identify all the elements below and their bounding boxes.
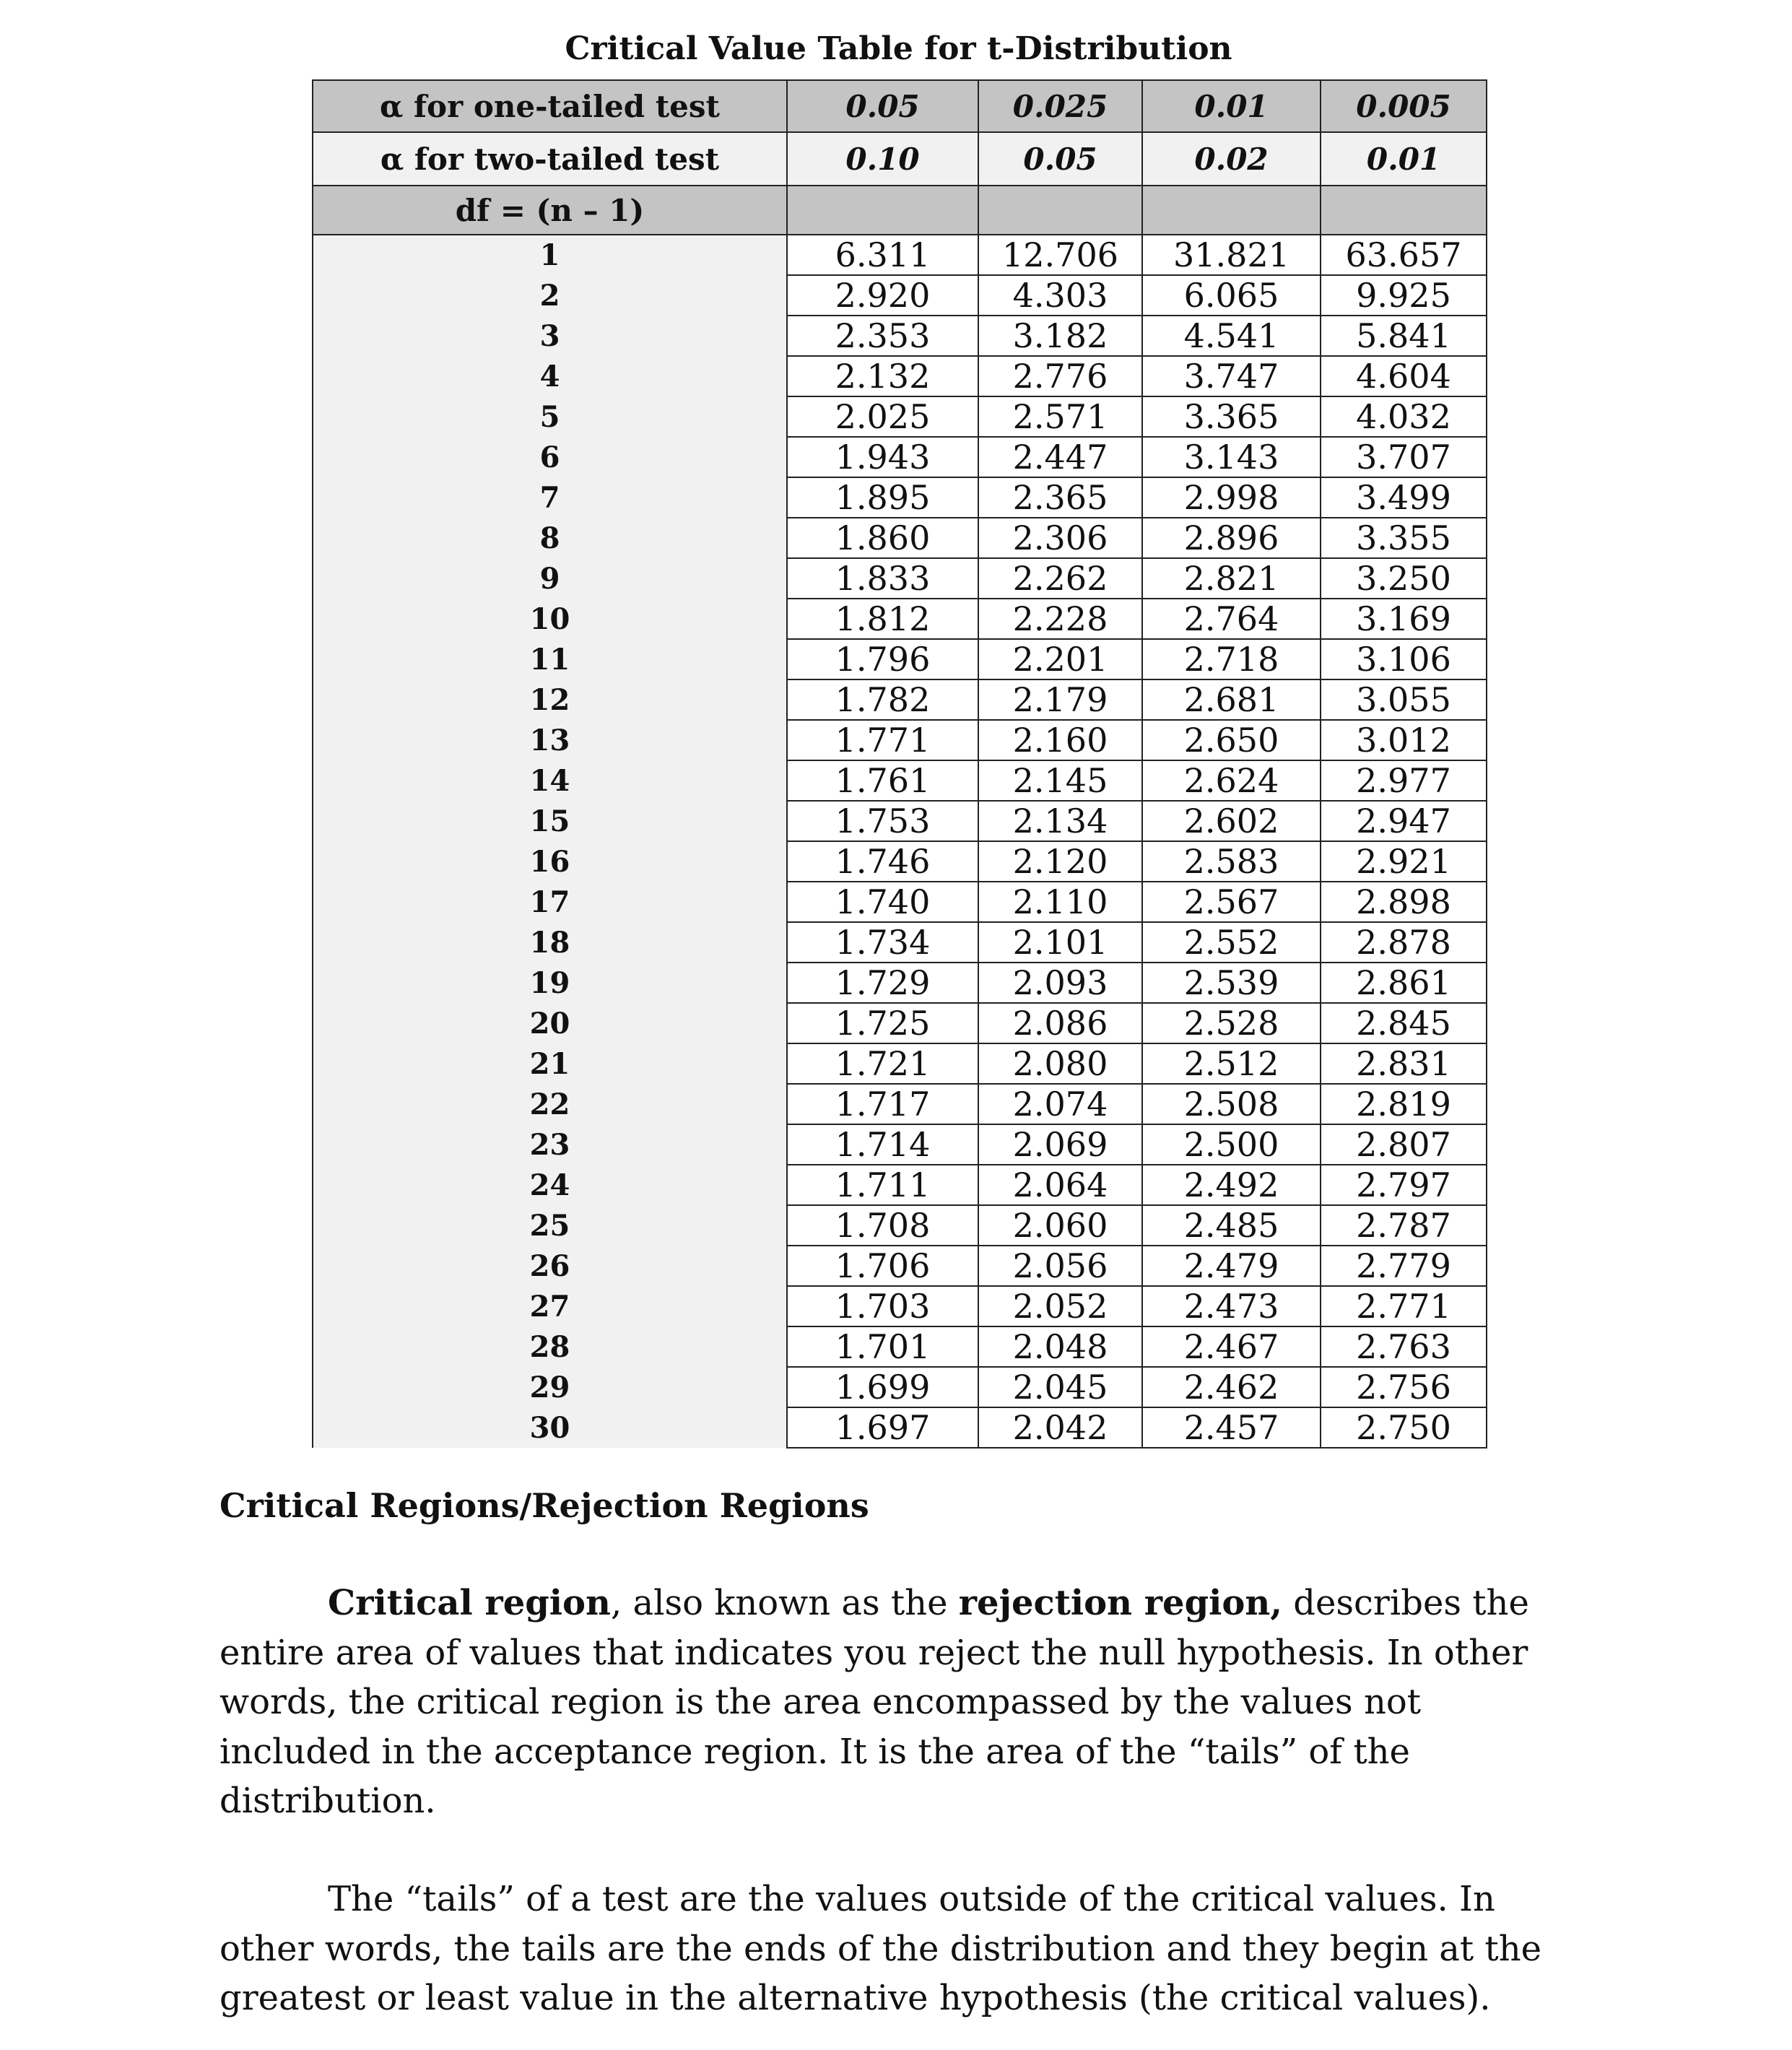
df-cell: 8 — [313, 518, 787, 558]
critical-value-cell: 2.080 — [978, 1043, 1142, 1084]
critical-value-cell: 2.567 — [1142, 882, 1321, 922]
table-row — [313, 720, 1487, 760]
table-row — [313, 1003, 1487, 1043]
critical-value-cell: 2.947 — [1321, 801, 1487, 841]
critical-value-cell: 6.065 — [1142, 275, 1321, 316]
critical-value-cell: 1.734 — [787, 922, 978, 963]
critical-value-cell: 2.093 — [978, 963, 1142, 1003]
critical-value-cell: 2.101 — [978, 922, 1142, 963]
critical-value-cell: 1.699 — [787, 1367, 978, 1407]
critical-value-cell: 3.106 — [1321, 639, 1487, 679]
table-row — [313, 841, 1487, 882]
critical-value-cell: 2.552 — [1142, 922, 1321, 963]
table-row — [313, 882, 1487, 922]
critical-value-cell: 2.845 — [1321, 1003, 1487, 1043]
df-cell: 30 — [313, 1407, 787, 1448]
two-tailed-header-row — [313, 132, 1487, 186]
df-cell: 13 — [313, 720, 787, 760]
critical-value-cell: 2.485 — [1142, 1205, 1321, 1246]
critical-value-cell: 3.365 — [1142, 396, 1321, 437]
df-cell: 4 — [313, 356, 787, 396]
critical-value-cell: 3.055 — [1321, 679, 1487, 720]
critical-value-cell: 2.467 — [1142, 1326, 1321, 1367]
critical-value-cell: 1.753 — [787, 801, 978, 841]
critical-value-cell: 1.697 — [787, 1407, 978, 1448]
critical-value-cell: 2.132 — [787, 356, 978, 396]
critical-value-cell: 4.303 — [978, 275, 1142, 316]
empty-cell — [1321, 186, 1487, 235]
df-cell: 9 — [313, 558, 787, 599]
df-cell: 1 — [313, 235, 787, 275]
critical-value-cell: 3.143 — [1142, 437, 1321, 477]
df-header-row — [313, 186, 1487, 235]
critical-value-cell: 2.365 — [978, 477, 1142, 518]
critical-value-cell: 2.492 — [1142, 1165, 1321, 1205]
alpha-two-tailed: 0.05 — [978, 132, 1142, 186]
table-row — [313, 679, 1487, 720]
one-tailed-label: α for one-tailed test — [313, 80, 787, 132]
critical-value-cell: 1.771 — [787, 720, 978, 760]
critical-value-cell: 2.160 — [978, 720, 1142, 760]
table-row — [313, 1367, 1487, 1407]
critical-value-cell: 2.120 — [978, 841, 1142, 882]
critical-value-cell: 2.447 — [978, 437, 1142, 477]
section-heading: Critical Regions/Rejection Regions — [219, 1486, 869, 1525]
table-row — [313, 275, 1487, 316]
critical-value-cell: 2.787 — [1321, 1205, 1487, 1246]
df-cell: 7 — [313, 477, 787, 518]
critical-value-cell: 2.462 — [1142, 1367, 1321, 1407]
critical-value-cell: 2.571 — [978, 396, 1142, 437]
critical-value-cell: 4.604 — [1321, 356, 1487, 396]
table-row — [313, 1246, 1487, 1286]
critical-value-cell: 2.750 — [1321, 1407, 1487, 1448]
critical-value-cell: 1.711 — [787, 1165, 978, 1205]
critical-value-cell: 2.539 — [1142, 963, 1321, 1003]
df-cell: 28 — [313, 1326, 787, 1367]
one-tailed-header-row — [313, 80, 1487, 132]
critical-value-cell: 2.086 — [978, 1003, 1142, 1043]
critical-value-cell: 4.541 — [1142, 316, 1321, 356]
critical-value-cell: 2.042 — [978, 1407, 1142, 1448]
critical-value-cell: 2.134 — [978, 801, 1142, 841]
critical-value-cell: 2.898 — [1321, 882, 1487, 922]
df-label: df = (n – 1) — [313, 186, 787, 235]
critical-value-cell: 1.708 — [787, 1205, 978, 1246]
critical-value-cell: 1.714 — [787, 1124, 978, 1165]
critical-value-cell: 2.797 — [1321, 1165, 1487, 1205]
critical-value-cell: 1.701 — [787, 1326, 978, 1367]
table-row — [313, 235, 1487, 275]
critical-value-cell: 1.721 — [787, 1043, 978, 1084]
critical-value-cell: 2.110 — [978, 882, 1142, 922]
table-row — [313, 558, 1487, 599]
df-cell: 6 — [313, 437, 787, 477]
critical-value-cell: 2.048 — [978, 1326, 1142, 1367]
critical-value-cell: 2.819 — [1321, 1084, 1487, 1124]
df-cell: 27 — [313, 1286, 787, 1326]
table-row — [313, 356, 1487, 396]
critical-value-cell: 2.056 — [978, 1246, 1142, 1286]
df-cell: 10 — [313, 599, 787, 639]
critical-value-cell: 1.796 — [787, 639, 978, 679]
table-row — [313, 477, 1487, 518]
critical-value-cell: 2.779 — [1321, 1246, 1487, 1286]
table-row — [313, 1084, 1487, 1124]
t-distribution-table — [312, 79, 1487, 1449]
critical-value-cell: 2.145 — [978, 760, 1142, 801]
critical-value-cell: 2.064 — [978, 1165, 1142, 1205]
critical-value-cell: 2.977 — [1321, 760, 1487, 801]
empty-cell — [978, 186, 1142, 235]
df-cell: 21 — [313, 1043, 787, 1084]
alpha-one-tailed: 0.05 — [787, 80, 978, 132]
table-row — [313, 1407, 1487, 1448]
critical-value-cell: 2.500 — [1142, 1124, 1321, 1165]
df-cell: 14 — [313, 760, 787, 801]
df-cell: 3 — [313, 316, 787, 356]
critical-value-cell: 2.920 — [787, 275, 978, 316]
critical-value-cell: 1.706 — [787, 1246, 978, 1286]
critical-value-cell: 5.841 — [1321, 316, 1487, 356]
critical-value-cell: 1.746 — [787, 841, 978, 882]
df-cell: 16 — [313, 841, 787, 882]
df-cell: 25 — [313, 1205, 787, 1246]
critical-value-cell: 2.473 — [1142, 1286, 1321, 1326]
critical-value-cell: 1.729 — [787, 963, 978, 1003]
critical-value-cell: 63.657 — [1321, 235, 1487, 275]
critical-value-cell: 2.681 — [1142, 679, 1321, 720]
critical-value-cell: 6.311 — [787, 235, 978, 275]
critical-value-cell: 1.860 — [787, 518, 978, 558]
critical-value-cell: 2.650 — [1142, 720, 1321, 760]
df-cell: 22 — [313, 1084, 787, 1124]
table-row — [313, 396, 1487, 437]
critical-value-cell: 2.776 — [978, 356, 1142, 396]
text-segment: describes the entire area of values that indicates you reject the null hypothesis. In other words, the critical region is the area encompassed by the values not included in the acceptance region. It is the area of the “tails” of the distribution. — [219, 1583, 1529, 1821]
critical-value-cell: 2.763 — [1321, 1326, 1487, 1367]
critical-value-cell: 2.807 — [1321, 1124, 1487, 1165]
table-row — [313, 599, 1487, 639]
critical-value-cell: 2.831 — [1321, 1043, 1487, 1084]
df-cell: 15 — [313, 801, 787, 841]
critical-value-cell: 1.943 — [787, 437, 978, 477]
df-cell: 18 — [313, 922, 787, 963]
table-row — [313, 437, 1487, 477]
critical-value-cell: 2.861 — [1321, 963, 1487, 1003]
critical-value-cell: 2.624 — [1142, 760, 1321, 801]
df-cell: 2 — [313, 275, 787, 316]
table-row — [313, 639, 1487, 679]
critical-value-cell: 1.895 — [787, 477, 978, 518]
alpha-one-tailed: 0.01 — [1142, 80, 1321, 132]
critical-value-cell: 2.228 — [978, 599, 1142, 639]
critical-value-cell: 2.821 — [1142, 558, 1321, 599]
critical-value-cell: 2.201 — [978, 639, 1142, 679]
critical-value-cell: 2.479 — [1142, 1246, 1321, 1286]
table-row — [313, 1165, 1487, 1205]
critical-value-cell: 2.508 — [1142, 1084, 1321, 1124]
critical-value-cell: 3.182 — [978, 316, 1142, 356]
table-row — [313, 1326, 1487, 1367]
alpha-one-tailed: 0.025 — [978, 80, 1142, 132]
critical-value-cell: 12.706 — [978, 235, 1142, 275]
empty-cell — [787, 186, 978, 235]
critical-value-cell: 2.060 — [978, 1205, 1142, 1246]
critical-value-cell: 2.353 — [787, 316, 978, 356]
critical-value-cell: 1.761 — [787, 760, 978, 801]
table-row — [313, 1043, 1487, 1084]
two-tailed-label: α for two-tailed test — [313, 132, 787, 186]
critical-value-cell: 2.069 — [978, 1124, 1142, 1165]
critical-value-cell: 1.812 — [787, 599, 978, 639]
critical-value-cell: 2.756 — [1321, 1367, 1487, 1407]
table-row — [313, 1124, 1487, 1165]
critical-value-cell: 3.707 — [1321, 437, 1487, 477]
critical-value-cell: 2.045 — [978, 1367, 1142, 1407]
critical-value-cell: 2.896 — [1142, 518, 1321, 558]
table-row — [313, 760, 1487, 801]
critical-value-cell: 1.833 — [787, 558, 978, 599]
df-cell: 26 — [313, 1246, 787, 1286]
table-row — [313, 801, 1487, 841]
critical-value-cell: 3.355 — [1321, 518, 1487, 558]
paragraph-tails: The “tails” of a test are the values outside of the critical values. In other words, the tails are the ends of the distribution and they begin at the greatest or least value in the alternative hypothesis (the critical values). — [219, 1879, 1542, 2018]
alpha-two-tailed: 0.01 — [1321, 132, 1487, 186]
critical-value-cell: 3.012 — [1321, 720, 1487, 760]
table-row — [313, 1205, 1487, 1246]
table-row — [313, 963, 1487, 1003]
critical-value-cell: 2.878 — [1321, 922, 1487, 963]
critical-value-cell: 1.717 — [787, 1084, 978, 1124]
paragraph-critical-region — [219, 1578, 1577, 1826]
critical-value-cell: 4.032 — [1321, 396, 1487, 437]
alpha-one-tailed: 0.005 — [1321, 80, 1487, 132]
bold-term: rejection region, — [958, 1583, 1283, 1623]
critical-value-cell: 2.528 — [1142, 1003, 1321, 1043]
table-row — [313, 1286, 1487, 1326]
critical-value-cell: 2.771 — [1321, 1286, 1487, 1326]
bold-term: Critical region — [328, 1583, 611, 1623]
critical-value-cell: 1.703 — [787, 1286, 978, 1326]
critical-value-cell: 1.725 — [787, 1003, 978, 1043]
critical-value-cell: 9.925 — [1321, 275, 1487, 316]
critical-value-cell: 2.074 — [978, 1084, 1142, 1124]
df-cell: 29 — [313, 1367, 787, 1407]
critical-value-cell: 2.457 — [1142, 1407, 1321, 1448]
critical-value-cell: 2.179 — [978, 679, 1142, 720]
critical-value-cell: 1.782 — [787, 679, 978, 720]
critical-value-cell: 2.921 — [1321, 841, 1487, 882]
critical-value-cell: 31.821 — [1142, 235, 1321, 275]
critical-value-cell: 2.718 — [1142, 639, 1321, 679]
df-cell: 5 — [313, 396, 787, 437]
critical-value-cell: 3.499 — [1321, 477, 1487, 518]
table-row — [313, 922, 1487, 963]
critical-value-cell: 2.262 — [978, 558, 1142, 599]
critical-value-cell: 2.583 — [1142, 841, 1321, 882]
critical-value-cell: 2.764 — [1142, 599, 1321, 639]
df-cell: 19 — [313, 963, 787, 1003]
critical-value-cell: 3.250 — [1321, 558, 1487, 599]
critical-value-cell: 2.025 — [787, 396, 978, 437]
critical-value-cell: 1.740 — [787, 882, 978, 922]
df-cell: 12 — [313, 679, 787, 720]
text-segment: , also known as the — [610, 1583, 959, 1623]
df-cell: 11 — [313, 639, 787, 679]
df-cell: 24 — [313, 1165, 787, 1205]
alpha-two-tailed: 0.10 — [787, 132, 978, 186]
critical-value-cell: 2.998 — [1142, 477, 1321, 518]
table-row — [313, 316, 1487, 356]
alpha-two-tailed: 0.02 — [1142, 132, 1321, 186]
critical-value-cell: 2.306 — [978, 518, 1142, 558]
df-cell: 23 — [313, 1124, 787, 1165]
table-row — [313, 518, 1487, 558]
table-title: Critical Value Table for t-Distribution — [565, 30, 1232, 67]
critical-value-cell: 3.747 — [1142, 356, 1321, 396]
df-cell: 17 — [313, 882, 787, 922]
critical-value-cell: 3.169 — [1321, 599, 1487, 639]
critical-value-cell: 2.602 — [1142, 801, 1321, 841]
df-cell: 20 — [313, 1003, 787, 1043]
critical-value-cell: 2.052 — [978, 1286, 1142, 1326]
critical-value-cell: 2.512 — [1142, 1043, 1321, 1084]
empty-cell — [1142, 186, 1321, 235]
